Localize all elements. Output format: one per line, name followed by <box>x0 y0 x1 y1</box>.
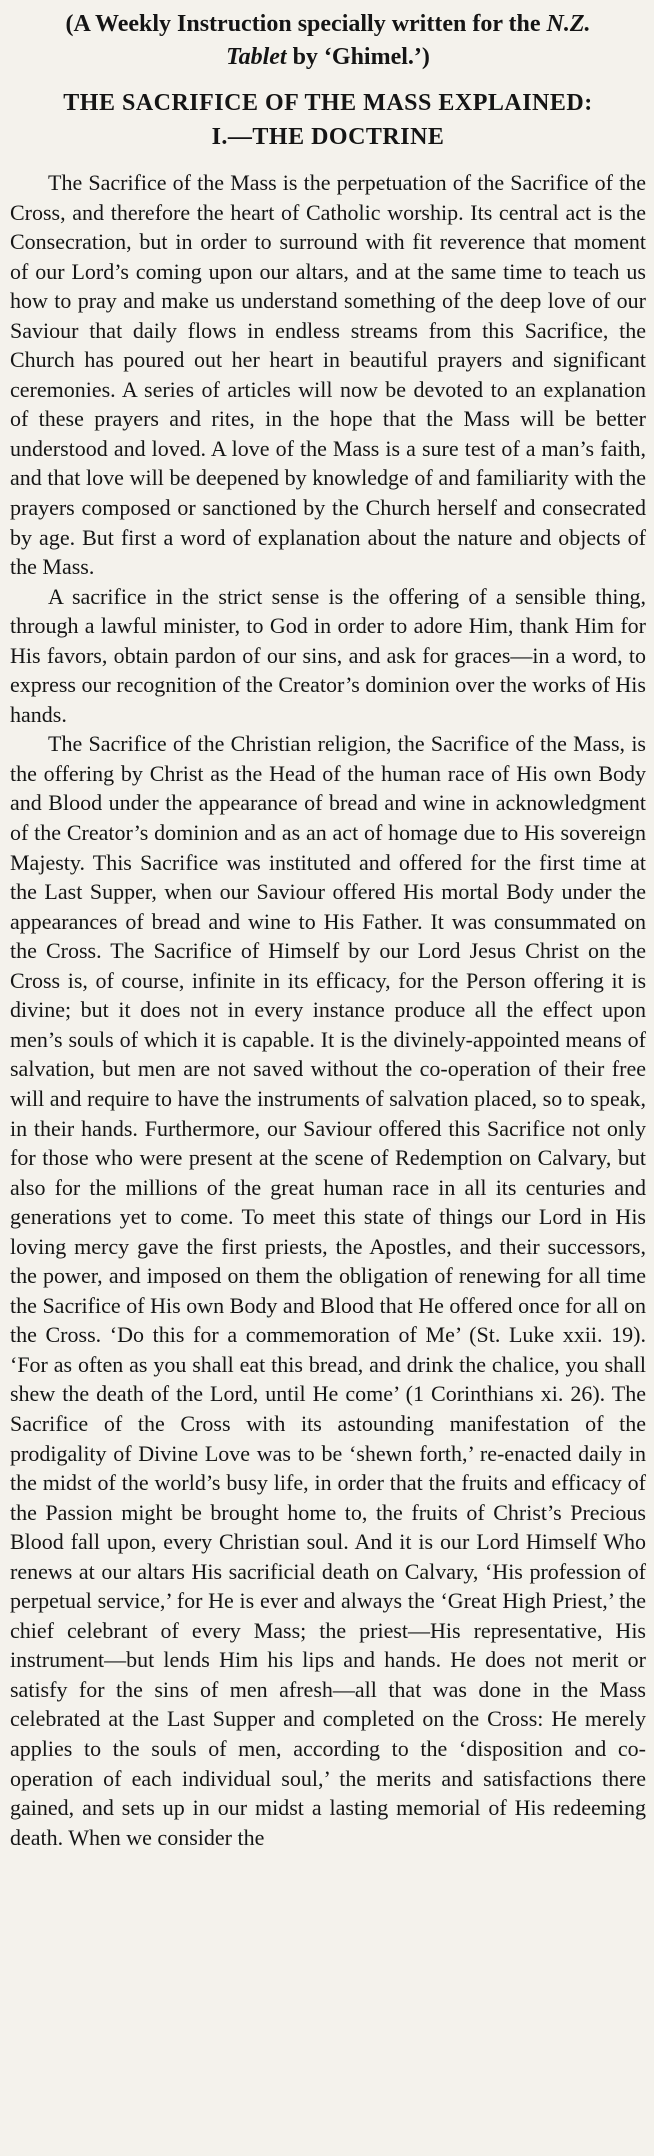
intro-suffix: by ‘Ghimel.’) <box>286 44 430 70</box>
paragraph-1: The Sacrifice of the Mass is the perpetuation of the Sacrifice of the Cross, and therefore the heart of Catholic worship. Its central act is the Consecration, but in order to surround with fit reverence that moment of our Lord’s coming upon our altars, and at the same time to teach us how to pray and make us understand something of the deep love of our Saviour that daily flows in endless streams from this Sacrifice, the Church has poured out her heart in beautiful prayers and significant ceremonies. A series of articles will now be devoted to an explanation of these prayers and rites, in the hope that the Mass will be better understood and loved. A love of the Mass is a sure test of a man’s faith, and that love will be deepened by knowledge of and familiarity with the prayers composed or sanctioned by the Church herself and consecrated by age. But first a word of explanation about the nature and objects of the Mass. <box>10 170 646 580</box>
intro-publication-b: Tablet <box>226 44 287 70</box>
paragraph-2: A sacrifice in the strict sense is the offering of a sensible thing, through a lawful minister, to God in order to adore Him, thank Him for His favors, obtain pardon of our sins, and ask for graces—in a word, to express our recognition of the Creator’s dominion over the works of His hands. <box>10 583 646 727</box>
paragraph-3: The Sacrifice of the Christian religion, the Sacrifice of the Mass, is the offering by Christ as the Head of the human race of His own Body and Blood under the appearance of bread and wine in acknowledgment of the Creator’s dominion and as an act of homage due to His sovereign Majesty. This Sacrifice was instituted and offered for the first time at the Last Supper, when our Saviour offered His mortal Body under the appearances of bread and wine to His Father. It was consummated on the Cross. The Sacrifice of Himself by our Lord Jesus Christ on the Cross is, of course, infinite in its efficacy, for the Person offering it is divine; but it does not in every instance produce all the effect upon men’s souls of which it is capable. It is the divinely-appointed means of salvation, but men are not saved without the co-operation of their free will and require to have the instruments of salvation placed, so to speak, in their hands. Furthermore, our Saviour offered this Sacrifice not only for those who were present at the scene of Redemption on Calvary, but also for the millions of the great human race in all its centuries and generations yet to come. To meet this state of things our Lord in His loving mercy gave the first priests, the Apostles, and their successors, the power, and imposed on them the obligation of renewing for all time the Sacrifice of His own Body and Blood that He offered once for all on the Cross. ‘Do this for a commemoration of Me’ (St. Luke xxii. 19). ‘For as often as you shall eat this bread, and drink the chalice, you shall shew the death of the Lord, until He come’ (1 Corinthians xi. 26). The Sacrifice of the Cross with its astounding manifestation of the prodigality of Divine Love was to be ‘shewn forth,’ re-enacted daily in the midst of the world’s busy life, in order that the fruits and efficacy of the Passion might be brought home to, the fruits of Christ’s Precious Blood fall upon, every Christian soul. And it is our Lord Himself Who renews at our altars His sacrificial death on Calvary, ‘His profession of perpetual service,’ for He is ever and always the ‘Great High Priest,’ the chief celebrant of every Mass; the priest—His representative, His instrument—but lends Him his lips and hands. He does not merit or satisfy for the sins of men afresh—all that was done in the Mass celebrated at the Last Supper and completed on the Cross: He merely applies to the souls of men, according to the ‘disposition and co-operation of each individual soul,’ the merits and satisfactions there gained, and sets up in our midst a lasting memorial of His redeeming death. When we consider the <box>10 731 646 1850</box>
intro-prefix: (A Weekly Instruction specially written for the <box>65 11 547 37</box>
article-intro <box>10 8 646 74</box>
article-headline: THE SACRIFICE OF THE MASS EXPLAINED: <box>63 90 593 116</box>
article-subheadline: I.—THE DOCTRINE <box>211 124 445 150</box>
intro-publication-a: N.Z. <box>546 11 591 37</box>
article-body <box>10 168 646 1852</box>
